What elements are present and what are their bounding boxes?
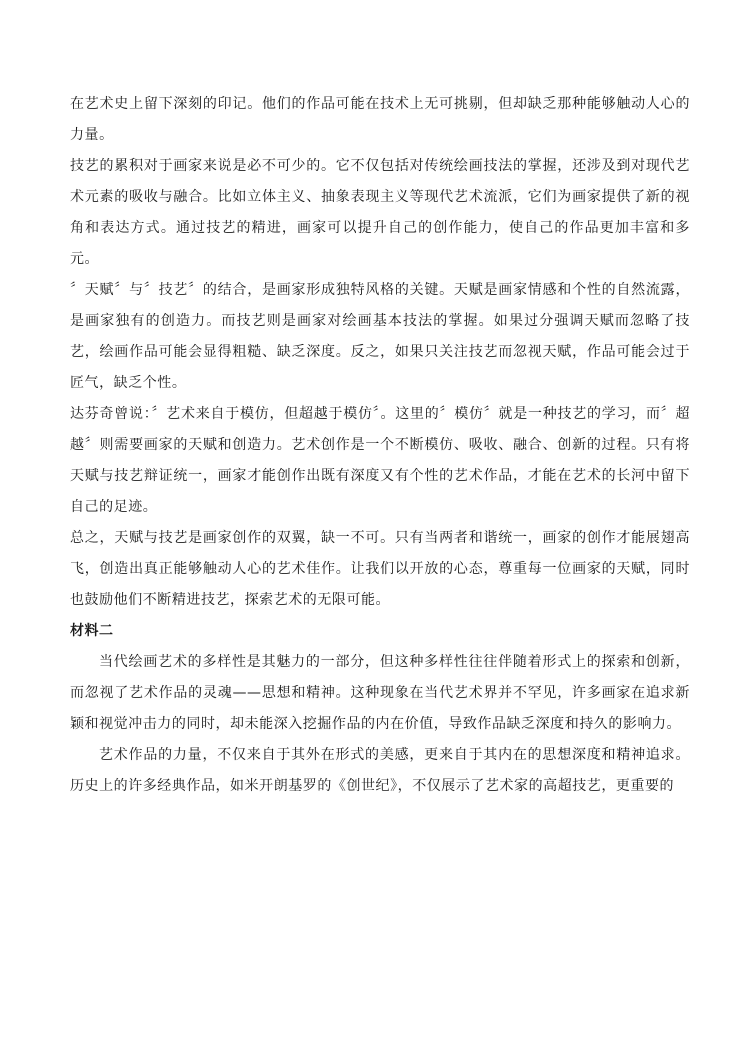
paragraph-continuation: 在艺术史上留下深刻的印记。他们的作品可能在技术上无可挑剔，但却缺乏那种能够触动人心的力量。 — [70, 96, 690, 143]
paragraph-da-vinci-quote: 达芬奇曾说：〞艺术来自于模仿，但超越于模仿〞。这里的〞模仿〞就是一种技艺的学习，而〞超越〞则需要画家的天赋和创造力。艺术创作是一个不断模仿、吸收、融合、创新的过程。只有将天赋与技艺辩证统一，画家才能创作出既有深度又有个性的艺术作品，才能在艺术的长河中留下自己的足迹。 — [70, 406, 690, 515]
paragraph-skill-accumulation: 技艺的累积对于画家来说是必不可少的。它不仅包括对传统绘画技法的掌握，还涉及到对现代艺术元素的吸收与融合。比如立体主义、抽象表现主义等现代艺术流派，它们为画家提供了新的视角和表达方式。通过技艺的精进，画家可以提升自己的创作能力，使自己的作品更加丰富和多元。 — [70, 158, 690, 267]
paragraph-artwork-power: 艺术作品的力量，不仅来自于其外在形式的美感，更来自于其内在的思想深度和精神追求。历史上的许多经典作品，如米开朗基罗的《创世纪》，不仅展示了艺术家的高超技艺，更重要的 — [70, 747, 690, 794]
paragraph-contemporary-diversity: 当代绘画艺术的多样性是其魅力的一部分，但这种多样性往往伴随着形式上的探索和创新，而忽视了艺术作品的灵魂——思想和精神。这种现象在当代艺术界并不罕见，许多画家在追求新颖和视觉冲击力的同时，却未能深入挖掘作品的内在价值，导致作品缺乏深度和持久的影响力。 — [70, 654, 690, 732]
paragraph-conclusion: 总之，天赋与技艺是画家创作的双翼，缺一不可。只有当两者和谐统一，画家的创作才能展翅高飞，创造出真正能够触动人心的艺术佳作。让我们以开放的心态，尊重每一位画家的天赋，同时也鼓励他们不断精进技艺，探索艺术的无限可能。 — [70, 530, 690, 608]
paragraph-talent-skill-combination: 〞天赋〞与〞技艺〞的结合，是画家形成独特风格的关键。天赋是画家情感和个性的自然流露，是画家独有的创造力。而技艺则是画家对绘画基本技法的掌握。如果过分强调天赋而忽略了技艺，绘画作品可能会显得粗糙、缺乏深度。反之，如果只关注技艺而忽视天赋，作品可能会过于匠气，缺乏个性。 — [70, 282, 690, 391]
section-heading: 材料二 — [70, 623, 114, 639]
